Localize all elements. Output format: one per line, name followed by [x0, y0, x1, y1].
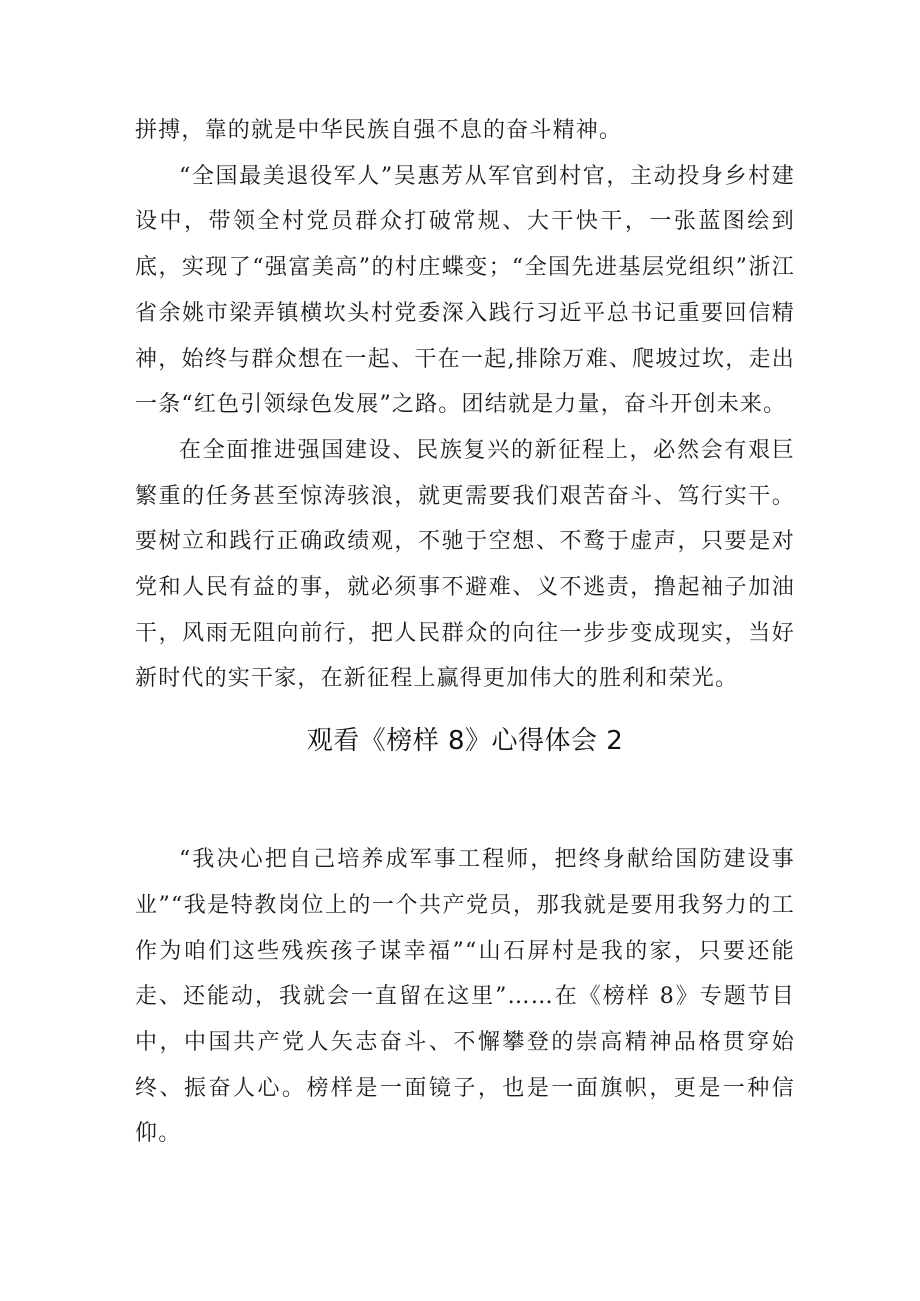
paragraph-role-models: “全国最美退役军人”吴惠芳从军官到村官，主动投身乡村建设中，带领全村党员群众打破常规、大干快干，一张蓝图绘到底，实现了“强富美高”的村庄蝶变；“全国先进基层党组织”浙江省余姚市梁弄镇横坎头村党委深入践行习近平总书记重要回信精神，始终与群众想在一起、干在一起,排除万难、爬坡过坎，走出一条“红色引领绿色发展”之路。团结就是力量，奋斗开创未来。: [135, 163, 795, 418]
section-title: 观看《榜样 8》心得体会 2: [306, 726, 624, 757]
paragraph-new-journey: 在全面推进强国建设、民族复兴的新征程上，必然会有艰巨繁重的任务甚至惊涛骇浪，就更需要我们艰苦奋斗、笃行实干。要树立和践行正确政绩观，不驰于空想、不鹜于虚声，只要是对党和人民有益的事，就必须事不避难、义不逃责，撸起袖子加油干，风雨无阻向前行，把人民群众的向往一步步变成现实，当好新时代的实干家，在新征程上赢得更加伟大的胜利和荣光。: [135, 437, 795, 692]
paragraph-continuation: 拼搏，靠的就是中华民族自强不息的奋斗精神。: [135, 118, 623, 143]
document-body: [135, 108, 795, 1157]
section-spacer: [135, 780, 795, 837]
paragraph-quotes: “我决心把自己培养成军事工程师，把终身献给国防建设事业”“我是特教岗位上的一个共产党员，那我就是要用我努力的工作为咱们这些残疾孩子谋幸福”“山石屏村是我的家，只要还能走、还能动，我就会一直留在这里”……在《榜样 8》专题节目中，中国共产党人矢志奋斗、不懈攀登的崇高精神品格贯穿始终、振奋人心。榜样是一面镜子，也是一面旗帜，更是一种信仰。: [135, 847, 795, 1147]
